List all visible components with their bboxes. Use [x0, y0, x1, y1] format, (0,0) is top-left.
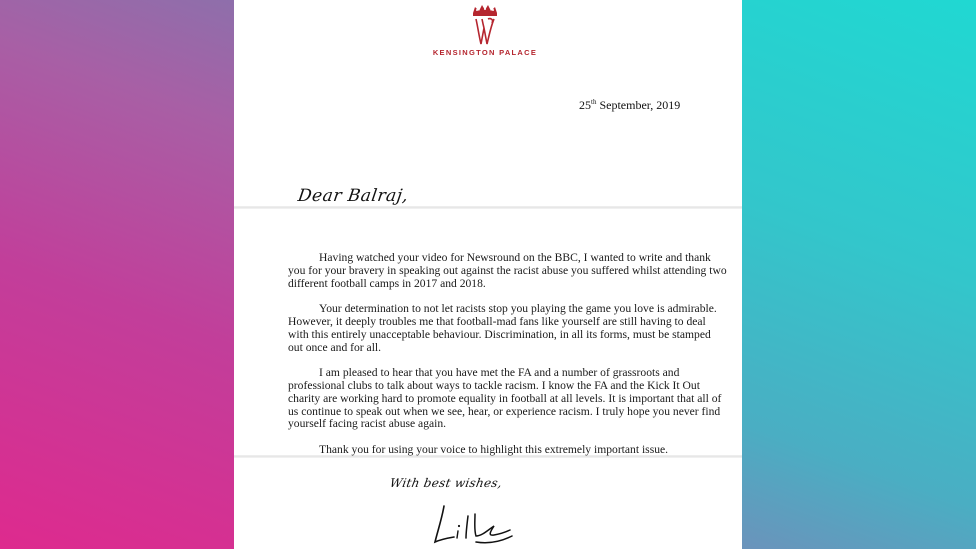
fold-crease-upper: [234, 206, 742, 209]
paragraph-1: Having watched your video for Newsround on the BBC, I wanted to write and thank you for your bravery in speaking out against the racist abuse you suffered whilst attending two different football camps in 2017 and 2018.: [288, 251, 727, 290]
signature-icon: [430, 502, 520, 549]
letterhead-title: KENSINGTON PALACE: [432, 48, 538, 57]
letter-page: [234, 0, 742, 549]
crown-monogram-icon: [425, 4, 545, 46]
handwritten-closing: With best wishes,: [388, 476, 504, 490]
paragraph-2: Your determination to not let racists stop you playing the game you love is admirable. However, it deeply troubles me that football-mad fans like yourself are still having to deal with this entirely unacceptable behaviour. Discrimination, in all its forms, must be stamped out once and for all.: [288, 302, 717, 354]
date-day: 25: [579, 98, 591, 112]
date-rest: September, 2019: [596, 98, 681, 112]
paragraph-4: Thank you for using your voice to highlight this extremely important issue.: [319, 442, 669, 456]
date-suffix: th: [591, 98, 597, 106]
handwritten-salutation: Dear Balraj,: [296, 186, 410, 206]
paragraph-3: I am pleased to hear that you have met the FA and a number of grassroots and professional clubs to talk about ways to tackle racism. I know the FA and the Kick It Out charity are working hard to promote equality in football at all levels. It is important that all of us continue to speak out when we see, hear, or experience racism. I truly hope you never find yourself facing racist abuse again.: [288, 366, 722, 431]
background-right-gradient: [742, 0, 976, 549]
letterhead: [425, 4, 545, 60]
letter-body: [288, 252, 728, 470]
letter-date: [579, 98, 680, 113]
background-left-gradient: [0, 0, 234, 549]
